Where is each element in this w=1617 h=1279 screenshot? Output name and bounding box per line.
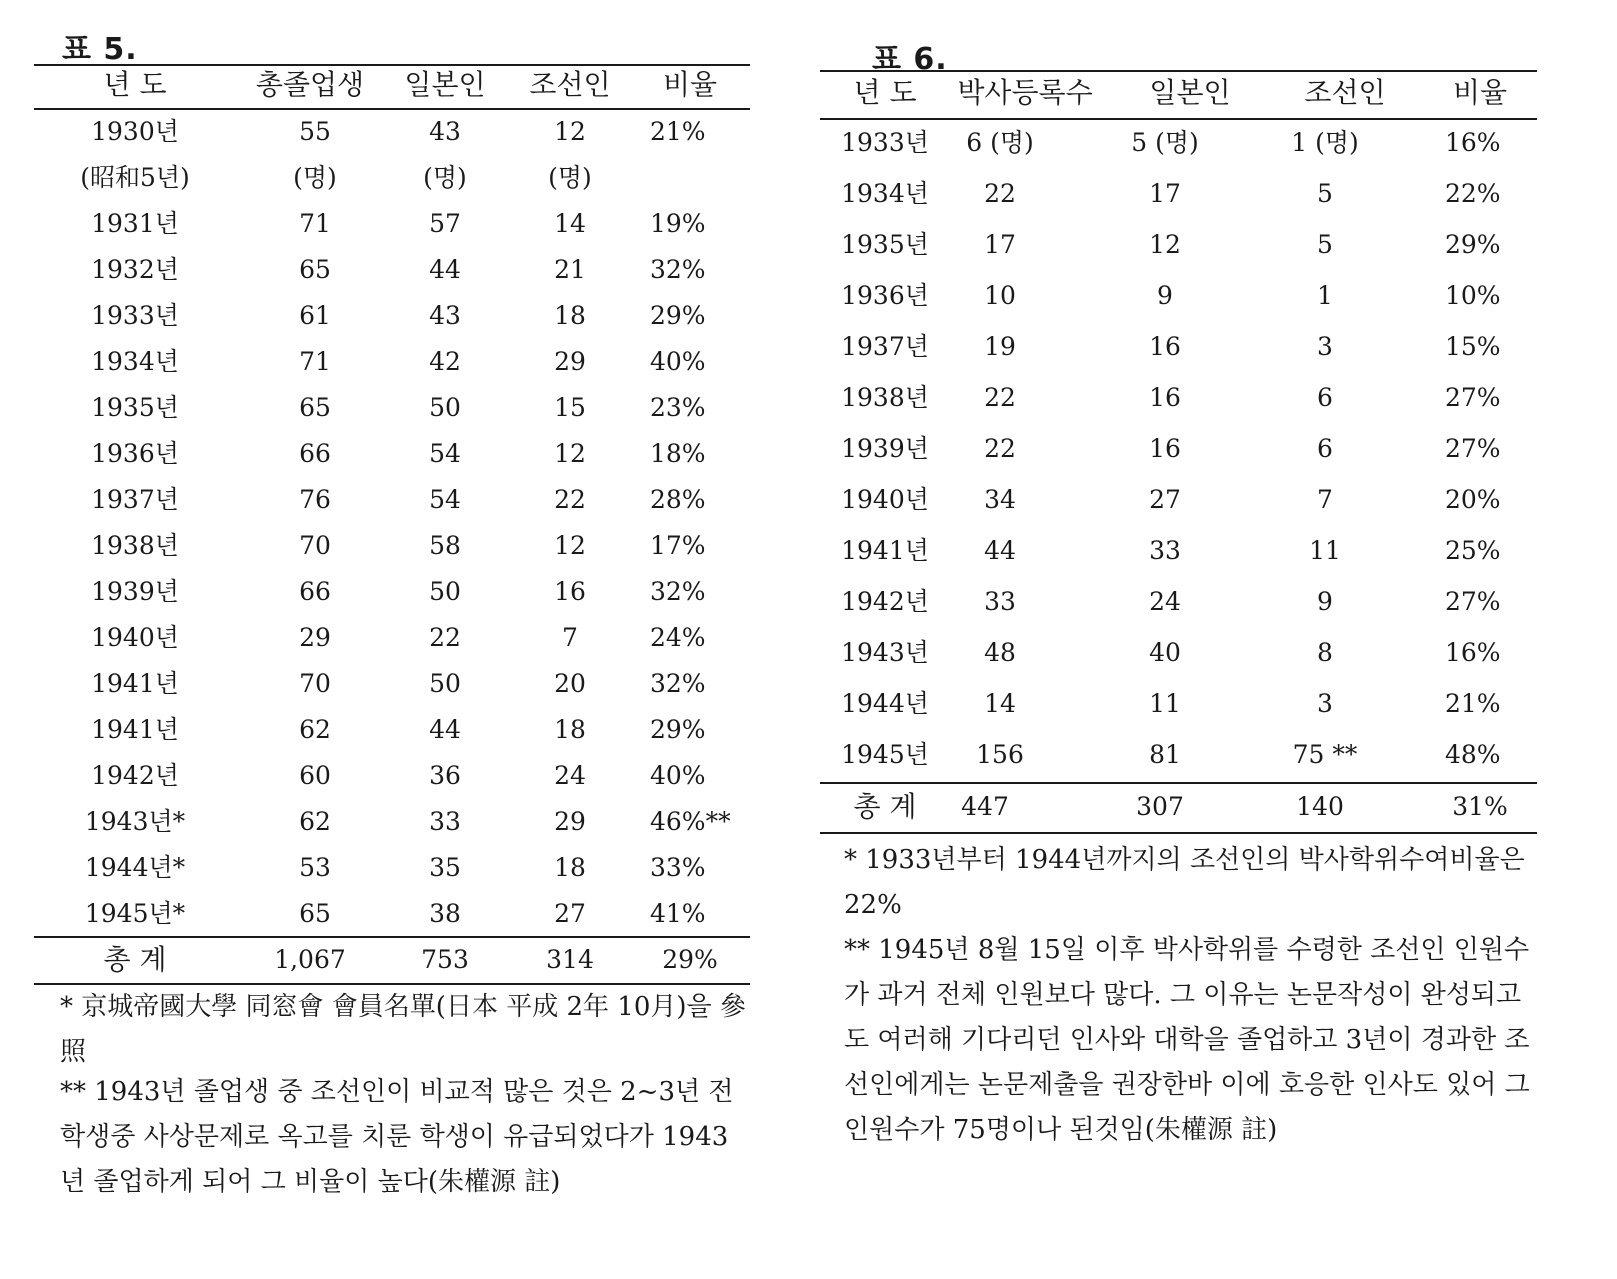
table6-row [830,273,1617,319]
table5-cell-total: 65 [299,899,331,928]
table5-cell-japanese: 50 [429,669,461,698]
table6-cell-year: 1944년 [841,689,929,718]
table5-cell-japanese: 43 [429,301,461,330]
table6-cell-japanese: 5 (명) [1131,128,1199,157]
table5-cell-year: 1933년 [91,301,179,330]
table6-footnote-2: ** 1945년 8월 15일 이후 박사학위를 수령한 조선인 인원수가 과거 전체 인원보다 많다. 그 이유는 논문작성이 완성되고도 여러해 기다리던 인사와 대학을 졸업하고 3년이 경과한 조선인에게는 논문제출을 권장한바 이에 호응한 인사도 있어 그 인원수가 75명이나 된것임(朱權源 註) [844,935,1530,1145]
table6-cell-ratio: 29% [1445,230,1501,259]
table6-cell-korean: 8 [1317,638,1333,667]
table6-cell-total: 22 [984,383,1016,412]
table6-cell-japanese: 24 [1149,587,1181,616]
table6-cell-total: 10 [984,281,1016,310]
table5-cell-total: 55 [299,117,331,146]
table5-total-label: 총 계 [103,943,167,976]
table5-row [0,431,800,477]
table5-cell-year: 1941년 [91,669,179,698]
table5-cell-korean: 12 [554,439,586,468]
table5-cell-korean: 27 [554,899,586,928]
table6-cell-total: 44 [984,536,1016,565]
table6-header-row [830,70,1617,116]
table5-cell-japanese: 35 [429,853,461,882]
table6-cell-year: 1933년 [841,128,929,157]
table5-cell-total: 62 [299,807,331,836]
table6-cell-korean: 3 [1317,332,1333,361]
table5-cell-year: (昭和5년) [80,163,190,192]
table6-row [830,426,1617,472]
table5-cell-year: 1930년 [91,117,179,146]
table5-cell-korean: 16 [554,577,586,606]
table6-caption: 표 6. [872,42,948,77]
table5-header-total-grads: 총졸업생 [255,68,365,101]
table6-cell-korean: 3 [1317,689,1333,718]
table5-row [0,201,800,247]
table5-row [0,477,800,523]
table5-cell-korean: 20 [554,669,586,698]
table5-total-row [0,937,800,983]
table6-cell-total: 34 [984,485,1016,514]
table5-cell-korean: 24 [554,761,586,790]
table6-total-row [830,784,1617,830]
table5-total-ratio: 29% [662,945,718,974]
table5-cell-total: 66 [299,439,331,468]
table6-cell-japanese: 16 [1149,383,1181,412]
table5-cell-ratio: 33% [650,853,706,882]
table6-bottom-rule [820,832,1537,834]
table6-header-year: 년 도 [853,76,917,109]
table6-cell-ratio: 22% [1445,179,1501,208]
table5-cell-total: (명) [293,163,337,192]
table6-cell-year: 1939년 [841,434,929,463]
table5-cell-korean: 18 [554,715,586,744]
table5-cell-total: 66 [299,577,331,606]
table5-cell-total: 70 [299,669,331,698]
table6-footnote-1: * 1933년부터 1944년까지의 조선인의 박사학위수여비율은 22% [844,845,1525,920]
table5-cell-korean: (명) [548,163,592,192]
table6-cell-year: 1938년 [841,383,929,412]
table6-cell-japanese: 11 [1149,689,1181,718]
table5-cell-japanese: 38 [429,899,461,928]
table5-row [0,523,800,569]
table5-cell-ratio: 24% [650,623,706,652]
table6-cell-ratio: 27% [1445,434,1501,463]
table5-cell-korean: 22 [554,485,586,514]
table5-cell-korean: 14 [554,209,586,238]
table5-cell-ratio: 40% [650,347,706,376]
table6-total-ratio: 31% [1452,792,1508,821]
table5-cell-japanese: 58 [429,531,461,560]
table6-header-korean: 조선인 [1304,76,1386,109]
table6-row [830,324,1617,370]
table5-cell-total: 61 [299,301,331,330]
table5-cell-korean: 29 [554,347,586,376]
table5-cell-total: 71 [299,209,331,238]
table6-row [830,375,1617,421]
table6-cell-korean: 11 [1309,536,1341,565]
table5-cell-korean: 12 [554,531,586,560]
table5-cell-ratio: 32% [650,255,706,284]
table5-row [0,293,800,339]
table5-cell-ratio: 40% [650,761,706,790]
table5-cell-year: 1935년 [91,393,179,422]
table6-cell-korean: 5 [1317,179,1333,208]
table6-cell-ratio: 27% [1445,587,1501,616]
table6-cell-year: 1942년 [841,587,929,616]
table5-cell-year: 1942년 [91,761,179,790]
table5-total-korean: 314 [546,945,594,974]
table5-cell-year: 1937년 [91,485,179,514]
table6-cell-korean: 1 [1317,281,1333,310]
table5-cell-japanese: 36 [429,761,461,790]
table5-cell-total: 60 [299,761,331,790]
table6-cell-japanese: 12 [1149,230,1181,259]
table6-total-doctorates: 447 [961,792,1009,821]
table5-footnote-1: * 京城帝國大學 同窓會 會員名單(日本 平成 2年 10月)을 參照 [60,992,746,1067]
table5-cell-korean: 18 [554,853,586,882]
table5-row [0,155,800,201]
table5-total-grads: 1,067 [274,945,346,974]
table6-row [830,528,1617,574]
table5-cell-ratio: 29% [650,715,706,744]
table6-cell-ratio: 27% [1445,383,1501,412]
table6-cell-korean: 6 [1317,434,1333,463]
table6-total-japanese: 307 [1136,792,1184,821]
table6-row [830,222,1617,268]
table6-cell-year: 1936년 [841,281,929,310]
table5-cell-ratio: 19% [650,209,706,238]
table5-cell-japanese: 54 [429,439,461,468]
table5-cell-total: 65 [299,255,331,284]
table6-cell-year: 1935년 [841,230,929,259]
table5-cell-year: 1939년 [91,577,179,606]
table6-cell-year: 1945년 [841,740,929,769]
table5-row [0,707,800,753]
table5-cell-korean: 7 [562,623,578,652]
table6-header-ratio: 비율 [1452,76,1508,109]
table6-cell-japanese: 16 [1149,332,1181,361]
table5-cell-ratio: 23% [650,393,706,422]
table5-cell-japanese: 33 [429,807,461,836]
table6-cell-ratio: 15% [1445,332,1501,361]
table6-cell-korean: 6 [1317,383,1333,412]
table6-row [830,732,1617,778]
table6-cell-japanese: 81 [1149,740,1181,769]
table5-row [0,569,800,615]
table5-cell-year: 1932년 [91,255,179,284]
table6-row [830,579,1617,625]
table5-cell-total: 65 [299,393,331,422]
table5-cell-total: 29 [299,623,331,652]
table5-cell-year: 1941년 [91,715,179,744]
table6-cell-year: 1941년 [841,536,929,565]
table6-cell-year: 1940년 [841,485,929,514]
table6-cell-total: 17 [984,230,1016,259]
table6-row [830,477,1617,523]
table6-total-korean: 140 [1296,792,1344,821]
table5-header-japanese: 일본인 [404,68,486,101]
table5-cell-japanese: 43 [429,117,461,146]
table5-cell-japanese: 50 [429,393,461,422]
table5-row [0,615,800,661]
table5-cell-korean: 15 [554,393,586,422]
table5-header-korean: 조선인 [529,68,611,101]
table5-cell-total: 70 [299,531,331,560]
table6-cell-japanese: 33 [1149,536,1181,565]
table5-cell-ratio: 18% [650,439,706,468]
table6-cell-korean: 75 ** [1292,740,1358,769]
table6-row [830,120,1617,166]
table5-cell-total: 62 [299,715,331,744]
table5-caption: 표 5. [62,32,138,67]
table6-cell-ratio: 20% [1445,485,1501,514]
table5-cell-year: 1938년 [91,531,179,560]
table6-cell-japanese: 9 [1157,281,1173,310]
table5-cell-ratio: 32% [650,577,706,606]
table5-row [0,385,800,431]
table5-cell-ratio: 28% [650,485,706,514]
table5-cell-japanese: 44 [429,715,461,744]
table6-cell-year: 1937년 [841,332,929,361]
table6-cell-total: 156 [976,740,1024,769]
table5-header-ratio: 비율 [662,68,718,101]
table5-cell-korean: 12 [554,117,586,146]
table6-cell-japanese: 40 [1149,638,1181,667]
table6-header-japanese: 일본인 [1149,76,1231,109]
table6-cell-year: 1943년 [841,638,929,667]
table6-cell-korean: 5 [1317,230,1333,259]
table5-header-year: 년 도 [103,68,167,101]
table5-row [0,247,800,293]
table5-row [0,339,800,385]
table6-cell-ratio: 48% [1445,740,1501,769]
table6-cell-japanese: 17 [1149,179,1181,208]
table5-cell-year: 1934년 [91,347,179,376]
table5-cell-ratio: 32% [650,669,706,698]
table5-row [0,845,800,891]
table5-cell-year: 1945년* [84,899,186,928]
table6-cell-ratio: 10% [1445,281,1501,310]
table5-row [0,891,800,937]
table6-cell-ratio: 21% [1445,689,1501,718]
table5-cell-year: 1936년 [91,439,179,468]
table5-cell-year: 1943년* [84,807,186,836]
table6-cell-total: 48 [984,638,1016,667]
table5-row [0,799,800,845]
table5-total-japanese: 753 [421,945,469,974]
table5-cell-ratio: 21% [650,117,706,146]
table5-header-row [0,62,800,108]
table6-cell-korean: 1 (명) [1291,128,1359,157]
table5-cell-korean: 18 [554,301,586,330]
table5-cell-ratio: 41% [650,899,706,928]
table6-row [830,681,1617,727]
table6-header-doctorates: 박사등록수 [957,76,1093,109]
table5-cell-japanese: 44 [429,255,461,284]
table6-cell-ratio: 16% [1445,638,1501,667]
table6-cell-japanese: 16 [1149,434,1181,463]
table5-cell-ratio: 17% [650,531,706,560]
table6-cell-total: 22 [984,179,1016,208]
table6-cell-total: 14 [984,689,1016,718]
table5-cell-total: 76 [299,485,331,514]
table6-cell-total: 33 [984,587,1016,616]
table6-cell-korean: 9 [1317,587,1333,616]
table5-cell-ratio: 46%** [650,807,731,836]
table5-cell-ratio: 29% [650,301,706,330]
table5-cell-japanese: 57 [429,209,461,238]
table6-cell-total: 19 [984,332,1016,361]
table6-cell-korean: 7 [1317,485,1333,514]
table5-cell-japanese: (명) [423,163,467,192]
table5-row [0,661,800,707]
table6-cell-year: 1934년 [841,179,929,208]
table6-row [830,630,1617,676]
table5-cell-korean: 29 [554,807,586,836]
table6-total-label: 총 계 [853,790,917,823]
table5-cell-year: 1940년 [91,623,179,652]
table6-cell-total: 22 [984,434,1016,463]
table5-cell-year: 1931년 [91,209,179,238]
table5-footnote-2: ** 1943년 졸업생 중 조선인이 비교적 많은 것은 2~3년 전학생중 사상문제로 옥고를 치룬 학생이 유급되었다가 1943년 졸업하게 되어 그 비율이 높다(朱權源 註) [60,1077,734,1197]
table6-cell-ratio: 25% [1445,536,1501,565]
table5-cell-year: 1944년* [84,853,186,882]
table6-row [830,171,1617,217]
table5-row [0,109,800,155]
table6-cell-japanese: 27 [1149,485,1181,514]
table5-cell-korean: 21 [554,255,586,284]
table5-cell-total: 53 [299,853,331,882]
table6-cell-total: 6 (명) [966,128,1034,157]
table6-cell-ratio: 16% [1445,128,1501,157]
table5-cell-japanese: 22 [429,623,461,652]
table5-cell-japanese: 42 [429,347,461,376]
table5-cell-japanese: 54 [429,485,461,514]
table5-cell-japanese: 50 [429,577,461,606]
table5-row [0,753,800,799]
table5-cell-total: 71 [299,347,331,376]
